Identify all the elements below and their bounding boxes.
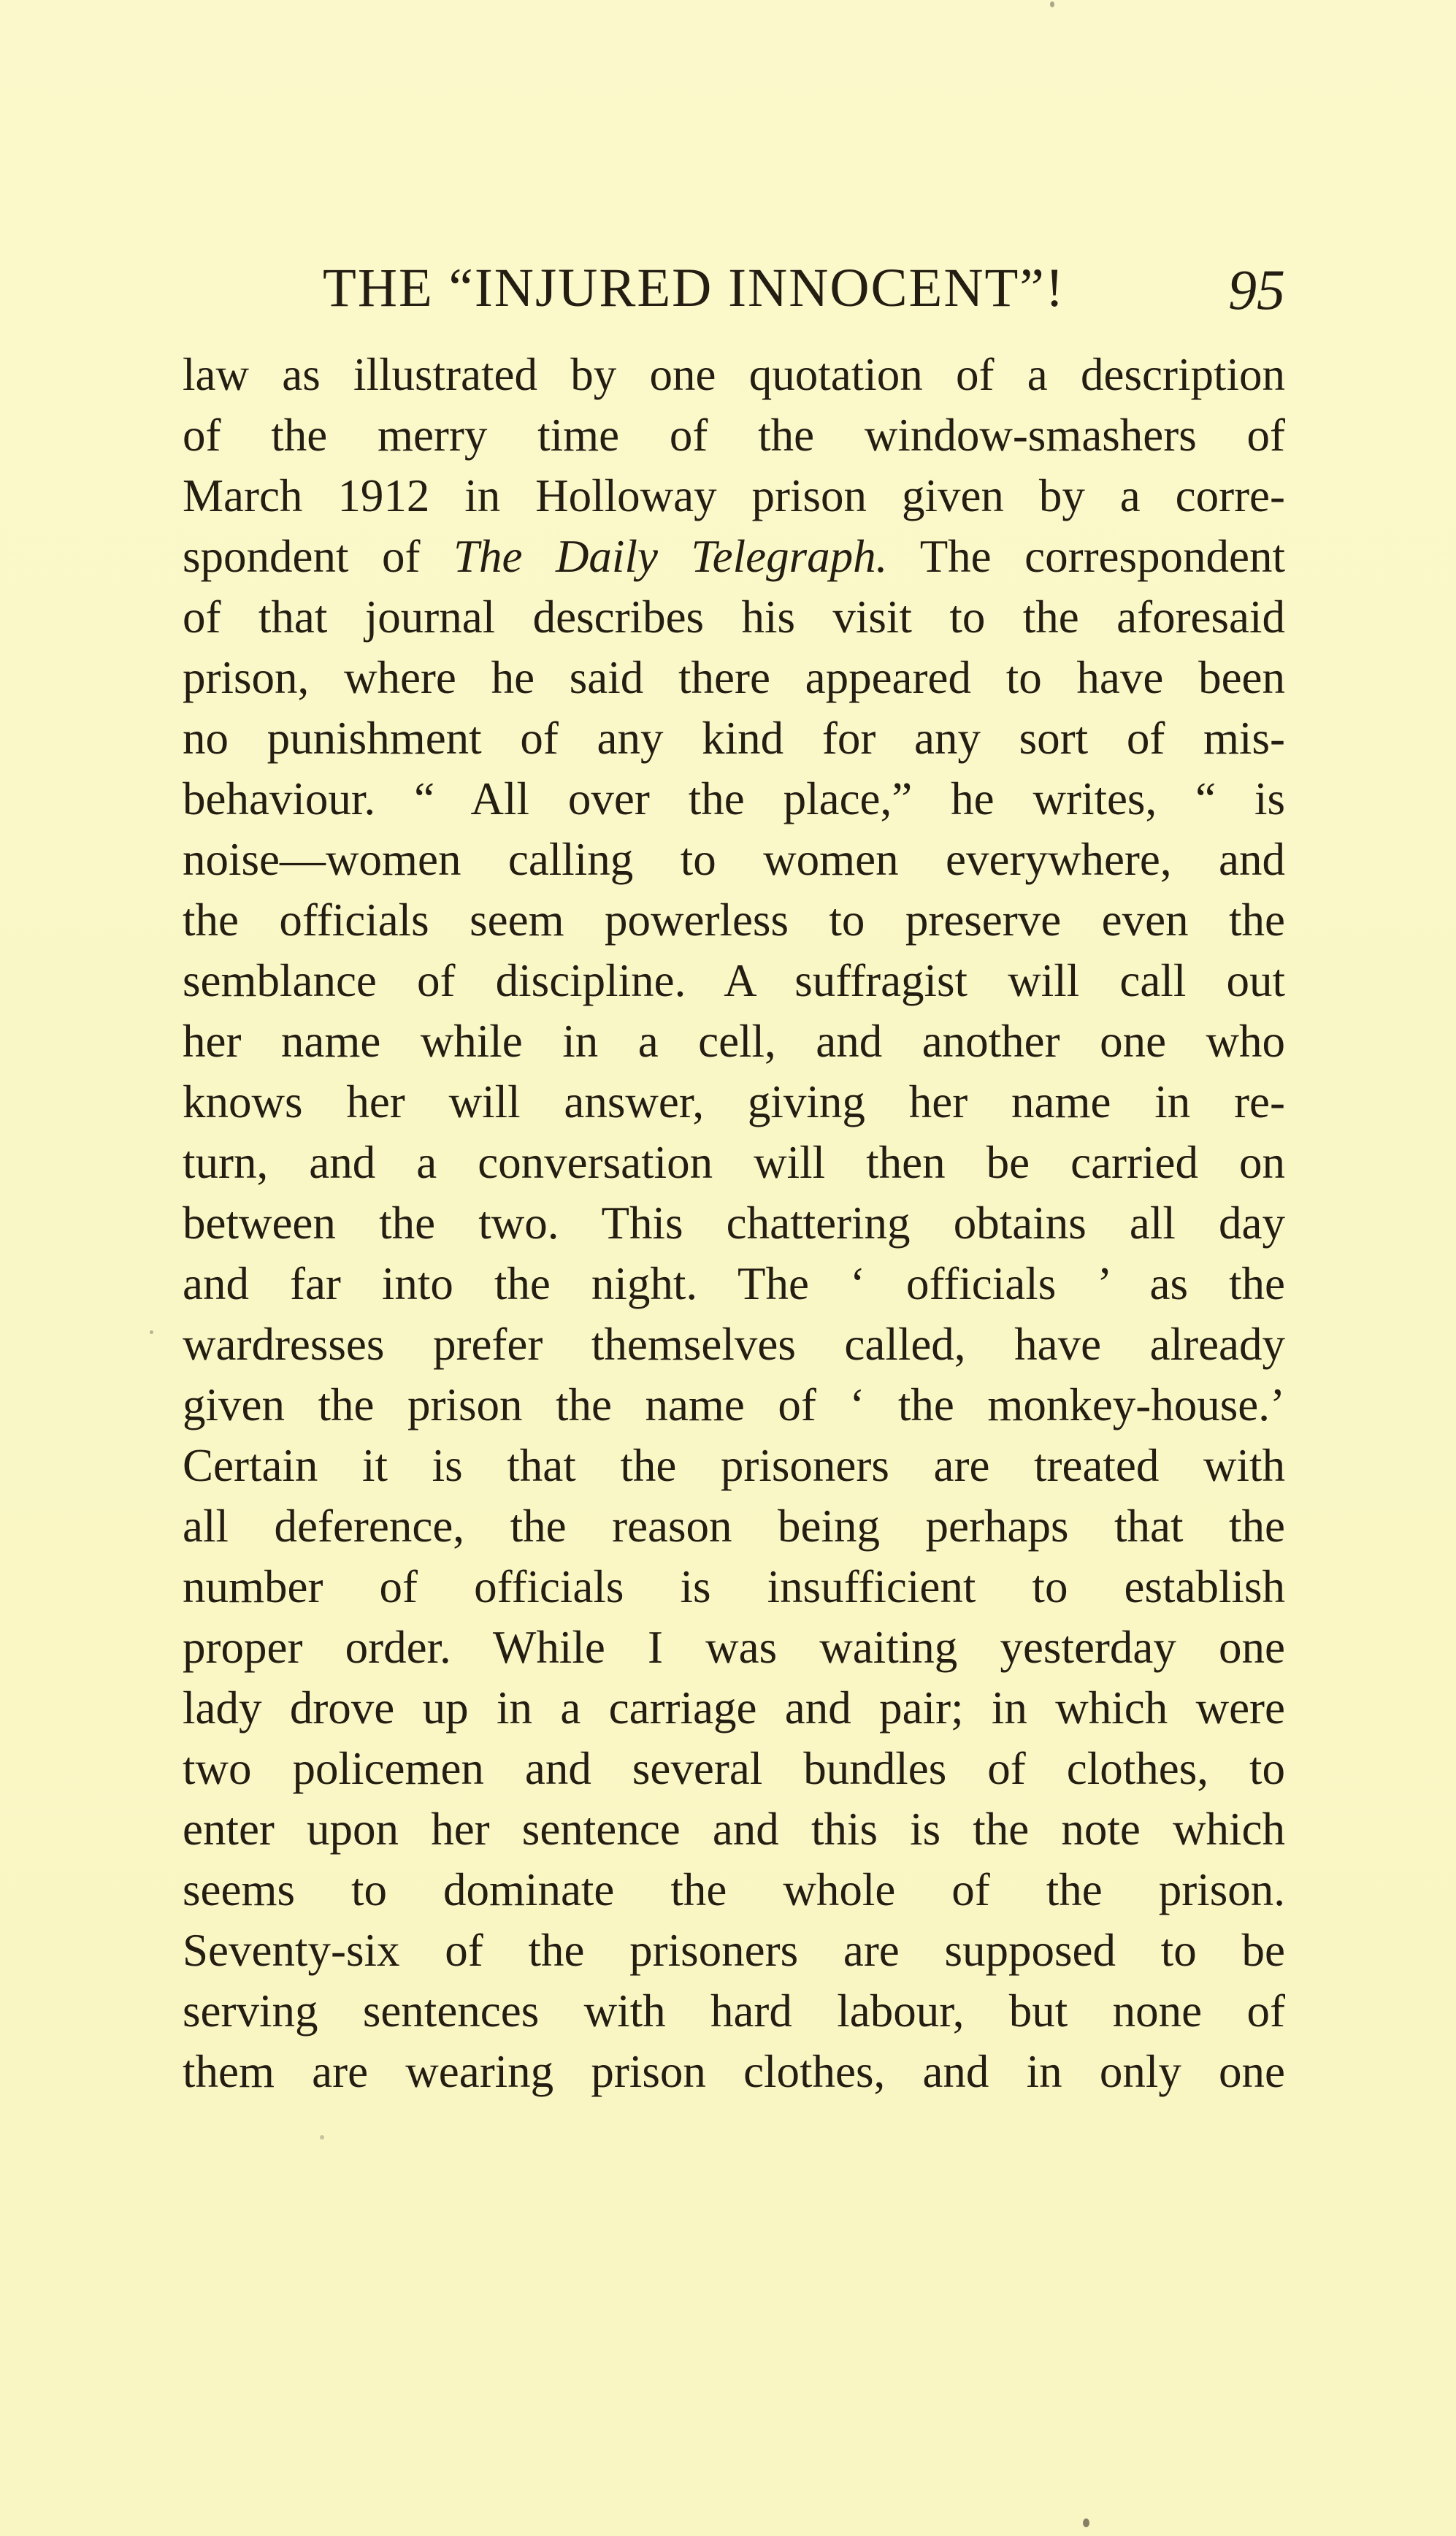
text-line: two policemen and several bundles of clothes, to: [183, 1743, 1285, 1794]
paper-speck: [1050, 1, 1054, 7]
page-header: [183, 248, 1285, 329]
text-line: of that journal describes his visit to the aforesaid: [183, 591, 1285, 643]
text-line: her name while in a cell, and another one who: [183, 1016, 1285, 1067]
text-line: all deference, the reason being perhaps that the: [183, 1501, 1285, 1552]
text-line: noise—women calling to women everywhere, and: [183, 834, 1285, 885]
running-head: THE “INJURED INNOCENT”!: [323, 258, 1065, 318]
text-line: wardresses prefer themselves called, have already: [183, 1319, 1285, 1370]
body-text: [183, 345, 1285, 2102]
text-line: prison, where he said there appeared to have been: [183, 652, 1285, 703]
text-line: lady drove up in a carriage and pair; in which were: [183, 1682, 1285, 1734]
text-line: knows her will answer, giving her name in re-: [183, 1076, 1285, 1127]
text-line: no punishment of any kind for any sort of mis-: [183, 713, 1285, 764]
text-line-with-italic-title: [183, 526, 1285, 587]
text-line: the officials seem powerless to preserve even the: [183, 895, 1285, 946]
text-line: of the merry time of the window-smashers of: [183, 410, 1285, 461]
text-line: semblance of discipline. A suffragist will call out: [183, 955, 1285, 1006]
text-line: number of officials is insufficient to establish: [183, 1561, 1285, 1612]
paper-speck: [150, 1330, 153, 1334]
text-fragment: The correspondent: [919, 531, 1286, 582]
text-line: serving sentences with hard labour, but none of: [183, 1985, 1285, 2037]
text-line: Certain it is that the prisoners are treated with: [183, 1440, 1285, 1491]
text-fragment: spondent of: [183, 531, 421, 582]
text-line: seems to dominate the whole of the prison.: [183, 1864, 1285, 1915]
text-line: between the two. This chattering obtains all day: [183, 1198, 1285, 1249]
text-line: March 1912 in Holloway prison given by a corre-: [183, 470, 1285, 521]
text-line: behaviour. “ All over the place,” he writes, “ is: [183, 773, 1285, 824]
text-line: enter upon her sentence and this is the note which: [183, 1804, 1285, 1855]
newspaper-title: The Daily Telegraph.: [453, 531, 888, 582]
text-line: them are wearing prison clothes, and in only one: [183, 2046, 1285, 2097]
paper-speck: [1083, 2518, 1089, 2527]
text-line: proper order. While I was waiting yesterday one: [183, 1622, 1285, 1673]
page-number: 95: [1228, 258, 1285, 321]
text-line: law as illustrated by one quotation of a description: [183, 349, 1285, 400]
text-line: given the prison the name of ‘ the monkey-house.’: [183, 1379, 1285, 1430]
text-line: Seventy-six of the prisoners are supposed to be: [183, 1925, 1285, 1976]
text-line: turn, and a conversation will then be carried on: [183, 1137, 1285, 1188]
paper-speck: [320, 2135, 324, 2139]
text-line: and far into the night. The ‘ officials ’ as the: [183, 1258, 1285, 1309]
